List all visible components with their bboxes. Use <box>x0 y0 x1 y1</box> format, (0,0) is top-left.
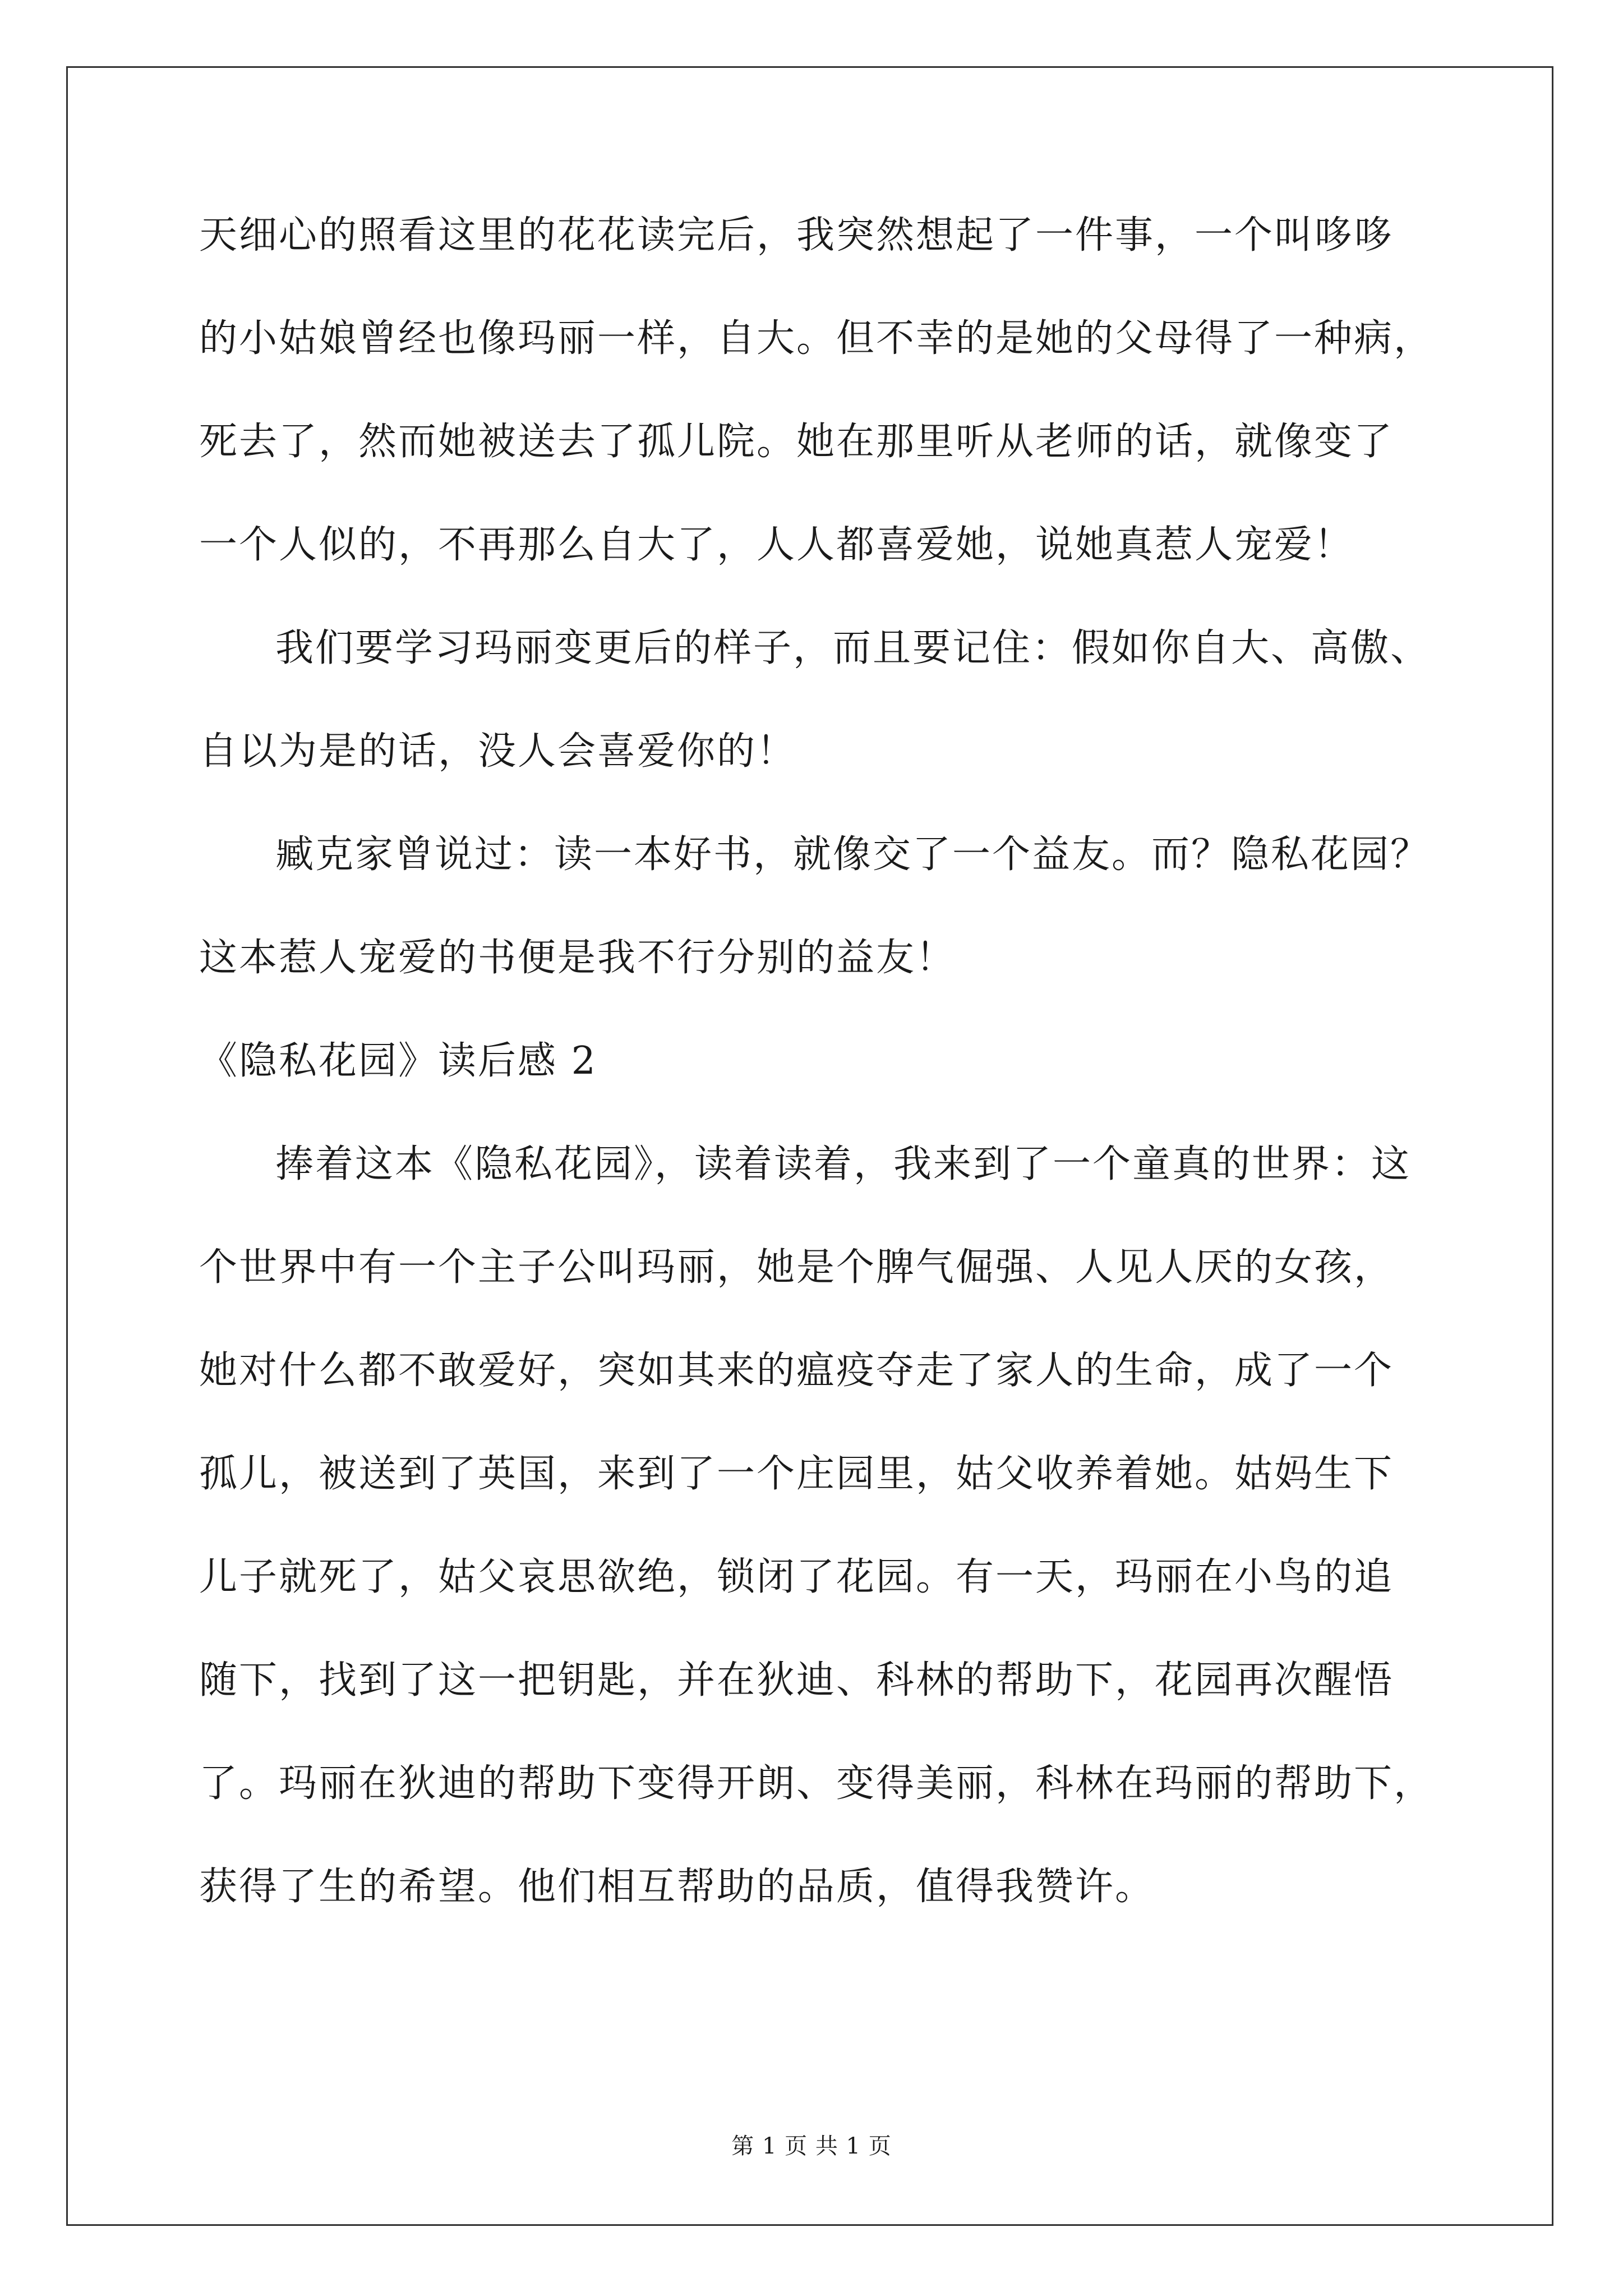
text-line: 了。玛丽在狄迪的帮助下变得开朗、变得美丽，科林在玛丽的帮助下， <box>199 1761 1434 1806</box>
text-line: 孤儿，被送到了英国，来到了一个庄园里，姑父收养着她。姑妈生下 <box>199 1452 1394 1496</box>
text-line: 儿子就死了，姑父哀思欲绝，锁闭了花园。有一天，玛丽在小鸟的追 <box>199 1555 1394 1599</box>
text-line: 随下，找到了这一把钥匙，并在狄迪、科林的帮助下，花园再次醒悟 <box>199 1658 1394 1703</box>
text-line: 这本惹人宠爱的书便是我不行分别的益友！ <box>199 936 956 980</box>
text-line: 死去了，然而她被送去了孤儿院。她在那里听从老师的话，就像变了 <box>199 420 1394 464</box>
section-heading: 《隐私花园》读后感 2 <box>199 1039 597 1083</box>
text-line: 自以为是的话，没人会喜爱你的！ <box>199 729 797 774</box>
text-line: 个世界中有一个主子公叫玛丽，她是个脾气倔强、人见人厌的女孩， <box>199 1245 1394 1290</box>
text-line: 一个人似的，不再那么自大了，人人都喜爱她，说她真惹人宠爱！ <box>199 523 1354 567</box>
page-footer: 第 1 页 共 1 页 <box>731 2133 892 2159</box>
text-line: 她对什么都不敢爱好，突如其来的瘟疫夺走了家人的生命，成了一个 <box>199 1349 1394 1393</box>
text-line: 获得了生的希望。他们相互帮助的品质，值得我赞许。 <box>199 1865 1155 1909</box>
text-line: 的小姑娘曾经也像玛丽一样，自大。但不幸的是她的父母得了一种病， <box>199 316 1434 361</box>
paragraph-first-line: 臧克家曾说过：读一本好书，就像交了一个益友。而？隐私花园？ <box>275 832 1431 877</box>
paragraph-first-line: 我们要学习玛丽变更后的样子，而且要记住：假如你自大、高傲、 <box>275 626 1431 670</box>
text-line: 天细心的照看这里的花花读完后，我突然想起了一件事，一个叫哆哆 <box>199 213 1394 257</box>
paragraph-first-line: 捧着这本《隐私花园》，读着读着，我来到了一个童真的世界：这 <box>275 1142 1412 1186</box>
